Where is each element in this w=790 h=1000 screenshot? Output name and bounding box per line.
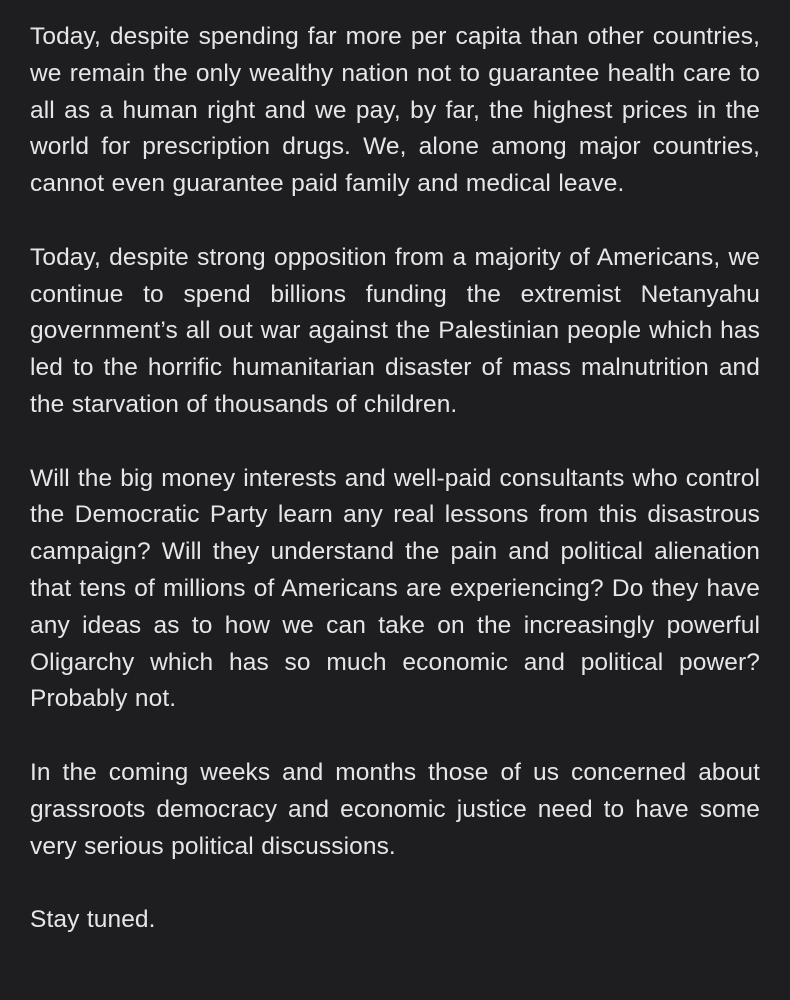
paragraph-coming-weeks: In the coming weeks and months those of us concerned about grassroots democracy and economic justice need to have some very serious political discussions. bbox=[30, 758, 760, 860]
paragraph-democratic-party: Will the big money interests and well-paid consultants who control the Democratic Party learn any real lessons from this disastrous campaign? Will they understand the pain and political alienation that tens of millions of Americans are experiencing? Do they have any ideas as to how we can take on the increasingly powerful Oligarchy which has so much economic and political power? Probably not. bbox=[30, 464, 760, 713]
paragraph-health-care: Today, despite spending far more per capita than other countries, we remain the only wealthy nation not to guarantee health care to all as a human right and we pay, by far, the highest prices in the world for prescription drugs. We, alone among major countries, cannot even guarantee paid family and medical leave. bbox=[30, 23, 760, 198]
paragraph-foreign-policy: Today, despite strong opposition from a majority of Americans, we continue to spend billions funding the extremist Netanyahu government’s all out war against the Palestinian people which has led to the horrific humanitarian disaster of mass malnutrition and the starvation of thousands of children. bbox=[30, 243, 760, 418]
paragraph-stay-tuned: Stay tuned. bbox=[30, 906, 156, 934]
statement-text bbox=[30, 19, 760, 939]
